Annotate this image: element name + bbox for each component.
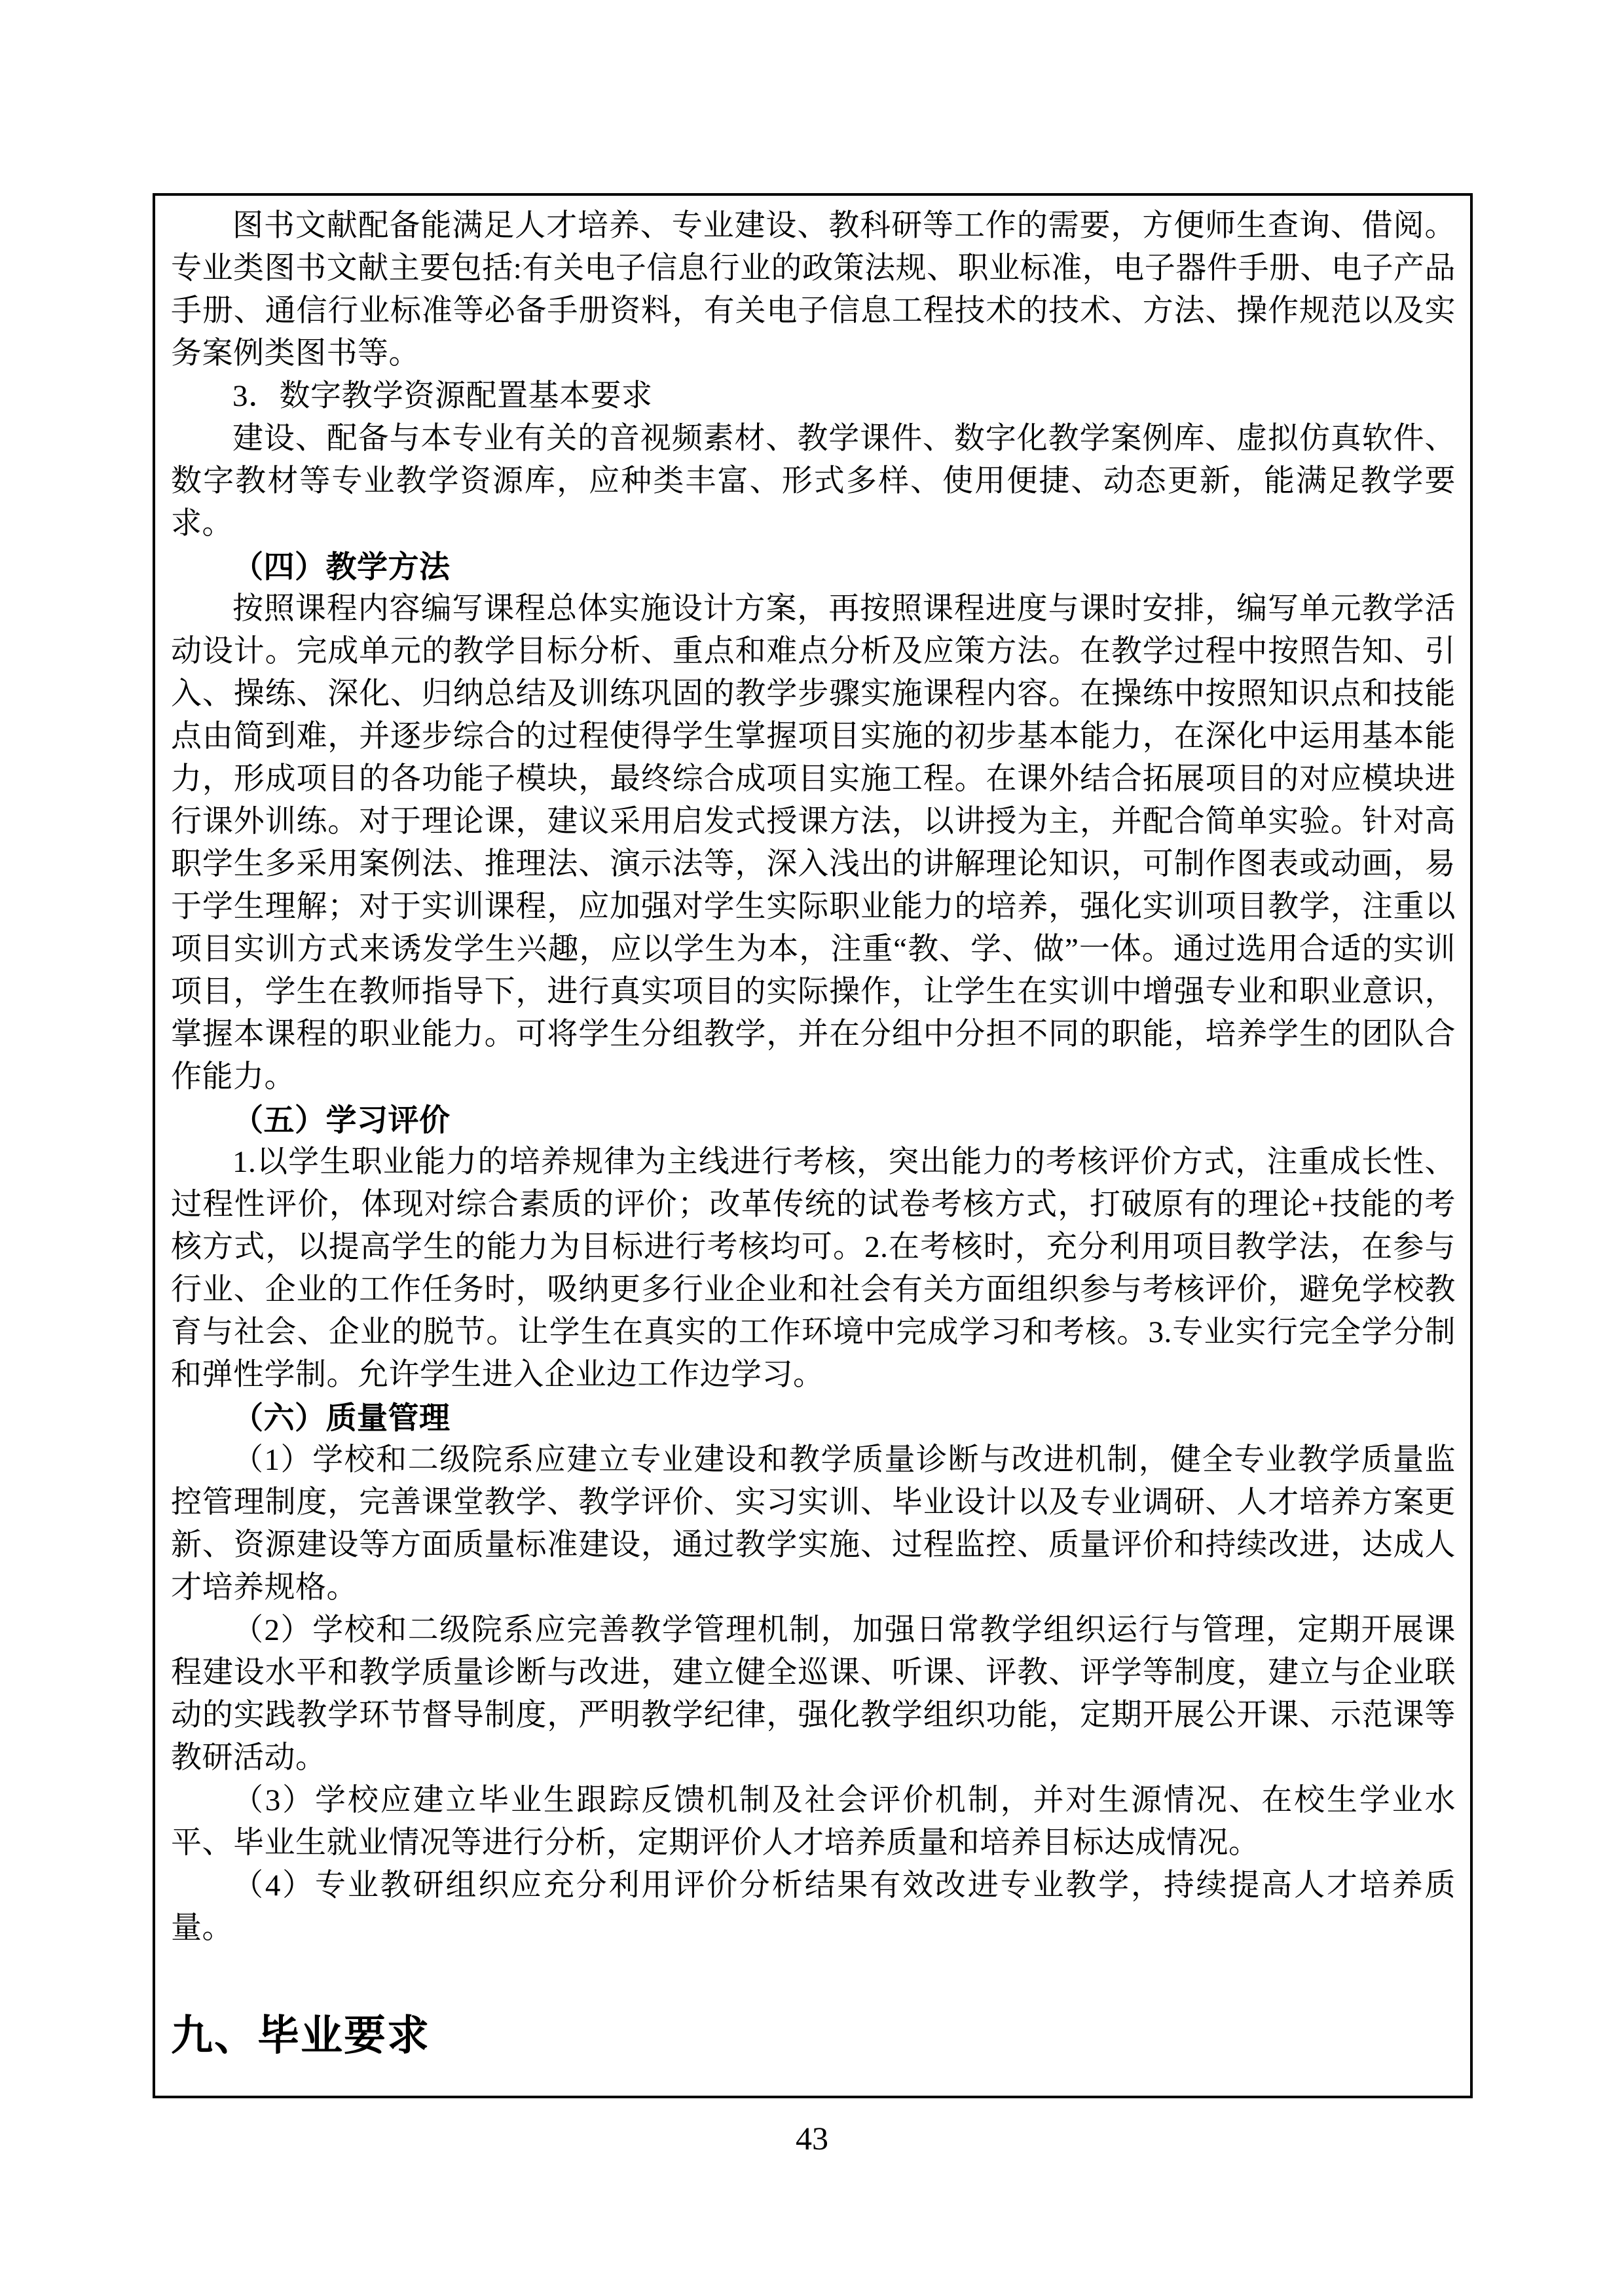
paragraph: 图书文献配备能满足人才培养、专业建设、教科研等工作的需要，方便师生查询、借阅。专业类图书文献主要包括:有关电子信息行业的政策法规、职业标准，电子器件手册、电子产品手册、通信行业标准等必备手册资料，有关电子信息工程技术的技术、方法、操作规范以及实务案例类图书等。 [171,209,1456,371]
paragraph: 建设、配备与本专业有关的音视频素材、教学课件、数字化教学案例库、虚拟仿真软件、数字教材等专业教学资源库，应种类丰富、形式多样、使用便捷、动态更新，能满足教学要求。 [171,422,1456,541]
chapter-heading: 九、毕业要求 [171,2013,430,2059]
paragraph: （1）学校和二级院系应建立专业建设和教学质量诊断与改进机制，健全专业教学质量监控管理制度，完善课堂教学、教学评价、实习实训、毕业设计以及专业调研、人才培养方案更新、资源建设等方面质量标准建设，通过教学实施、过程监控、质量评价和持续改进，达成人才培养规格。 [171,1443,1456,1605]
document-body [171,205,1456,1950]
paragraph: 按照课程内容编写课程总体实施设计方案，再按照课程进度与课时安排，编写单元教学活动设计。完成单元的教学目标分析、重点和难点分析及应策方法。在教学过程中按照告知、引入、操练、深化、归纳总结及训练巩固的教学步骤实施课程内容。在操练中按照知识点和技能点由简到难，并逐步综合的过程使得学生掌握项目实施的初步基本能力，在深化中运用基本能力，形成项目的各功能子模块，最终综合成项目实施工程。在课外结合拓展项目的对应模块进行课外训练。对于理论课，建议采用启发式授课方法，以讲授为主，并配合简单实验。针对高职学生多采用案例法、推理法、演示法等，深入浅出的讲解理论知识，可制作图表或动画，易于学生理解；对于实训课程，应加强对学生实际职业能力的培养，强化实训项目教学，注重以项目实训方式来诱发学生兴趣，应以学生为本，注重“教、学、做”一体。通过选用合适的实训项目，学生在教师指导下，进行真实项目的实际操作，让学生在实训中增强专业和职业意识，掌握本课程的职业能力。可将学生分组教学，并在分组中分担不同的职能，培养学生的团队合作能力。 [171,592,1456,1094]
paragraph: （2）学校和二级院系应完善教学管理机制，加强日常教学组织运行与管理，定期开展课程建设水平和教学质量诊断与改进，建立健全巡课、听课、评教、评学等制度，建立与企业联动的实践教学环节督导制度，严明教学纪律，强化教学组织功能，定期开展公开课、示范课等教研活动。 [171,1613,1456,1775]
section-heading: （五）学习评价 [232,1102,451,1137]
section-heading: （四）教学方法 [232,549,451,584]
page-number: 43 [796,2120,828,2157]
paragraph: （3）学校应建立毕业生跟踪反馈机制及社会评价机制，并对生源情况、在校生学业水平、毕业生就业情况等进行分析，定期评价人才培养质量和培养目标达成情况。 [171,1783,1456,1860]
content-border-box [153,193,1473,2098]
paragraph: 3．数字教学资源配置基本要求 [232,379,653,413]
paragraph: （4）专业教研组织应充分利用评价分析结果有效改进专业教学，持续提高人才培养质量。 [171,1868,1456,1945]
paragraph: 1.以学生职业能力的培养规律为主线进行考核，突出能力的考核评价方式，注重成长性、过程性评价，体现对综合素质的评价；改革传统的试卷考核方式，打破原有的理论+技能的考核方式，以提高学生的能力为目标进行考核均可。2.在考核时，充分利用项目教学法，在参与行业、企业的工作任务时，吸纳更多行业企业和社会有关方面组织参与考核评价，避免学校教育与社会、企业的脱节。让学生在真实的工作环境中完成学习和考核。3.专业实行完全学分制和弹性学制。允许学生进入企业边工作边学习。 [171,1145,1456,1392]
section-heading: （六）质量管理 [232,1400,451,1435]
